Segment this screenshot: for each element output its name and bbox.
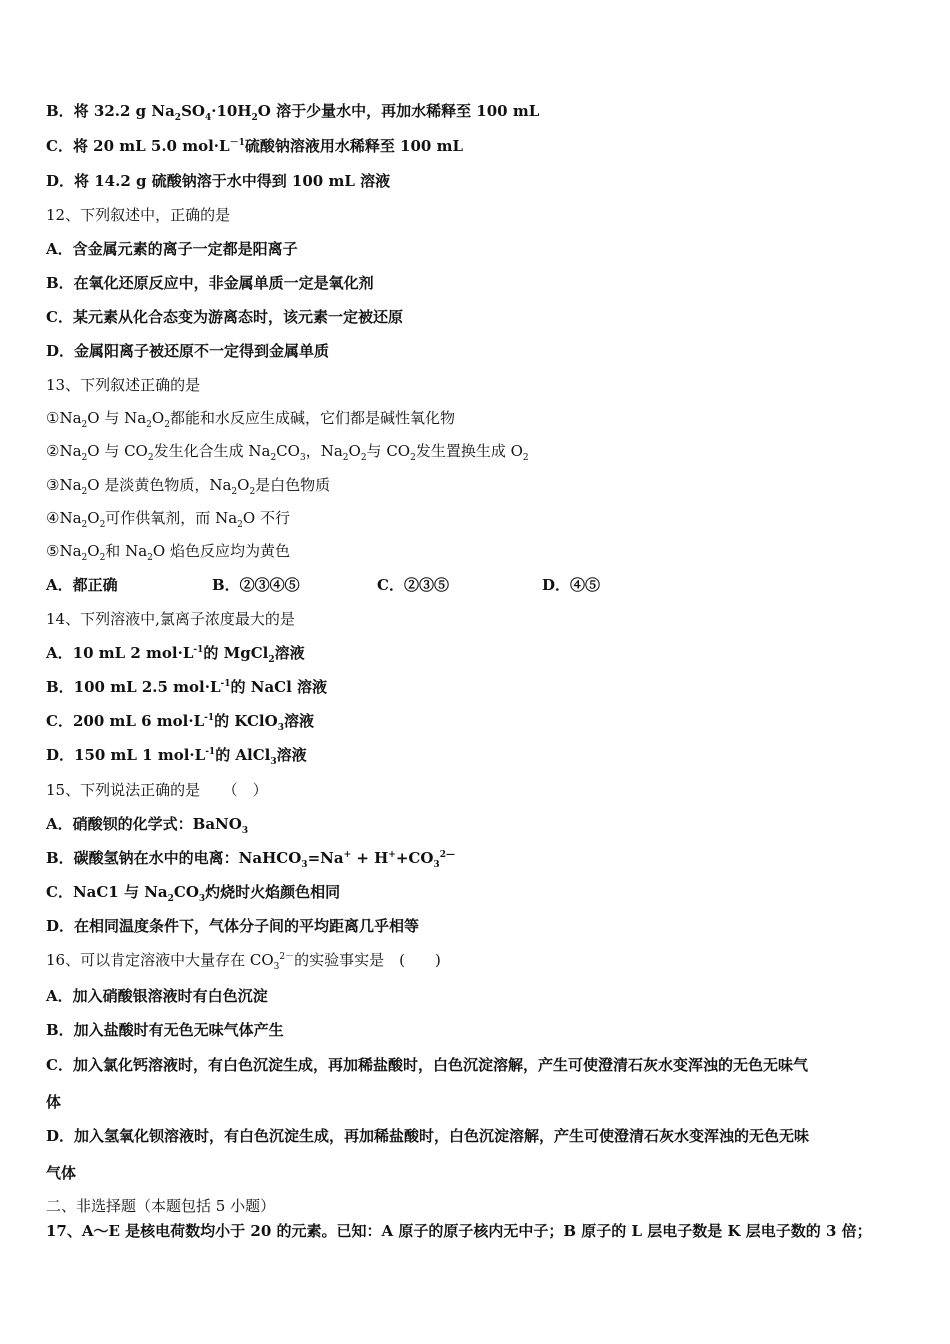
q11-option-b: B．将 32.2 g $Na_2SO_4\cdot 10H_2O$ 溶于少量水中，再加水稀释至 100 mL <box>46 102 540 123</box>
q12-option-b: B．在氧化还原反应中，非金属单质一定是氧化剂 <box>46 274 374 292</box>
q14-option-a: A．10 mL 2 $mol\cdot L^{-1}$的 MgCl$_2$溶液 <box>46 644 305 665</box>
q12-option-d: D．金属阳离子被还原不一定得到金属单质 <box>46 342 330 360</box>
q13-statement-2: $②Na_2O$ 与 $CO_2$发生化合生成 $Na_2CO_3$，$Na_2O_2$与 $CO_2$发生置换生成 $O_2$ <box>46 442 529 463</box>
q13-option-b: B．②③④⑤ <box>212 576 300 594</box>
q13-stem: 13、下列叙述正确的是 <box>46 376 201 394</box>
q15-stem: 15、下列说法正确的是 （ ） <box>46 781 268 799</box>
q11-option-d: D．将 14.2 g 硫酸钠溶于水中得到 100 mL 溶液 <box>46 172 391 190</box>
q15-option-a: A．硝酸钡的化学式：BaNO$_3$ <box>46 815 249 836</box>
q13-option-a: A．都正确 <box>46 576 118 594</box>
q16-stem: 16、可以肯定溶液中大量存在 $CO_3^{2-}$的实验事实是 ( ) <box>46 951 441 972</box>
q16-option-a: A．加入硝酸银溶液时有白色沉淀 <box>46 987 268 1005</box>
q13-option-c: C．②③⑤ <box>377 576 449 594</box>
q16-option-d-line1: D．加入氢氧化钡溶液时，有白色沉淀生成，再加稀盐酸时，白色沉淀溶解，产生可使澄清石灰水变浑浊的无色无味 <box>46 1127 810 1145</box>
q16-option-d-line2: 气体 <box>46 1164 77 1182</box>
q14-stem: 14、下列溶液中,氯离子浓度最大的是 <box>46 610 295 628</box>
q13-statement-5: $⑤Na_2O_2$和 $Na_2O$ 焰色反应均为黄色 <box>46 542 290 563</box>
q16-option-b: B．加入盐酸时有无色无味气体产生 <box>46 1021 284 1039</box>
q14-option-c: C．200 mL 6 $mol\cdot L^{-1}$的 KClO$_3$溶液 <box>46 712 314 733</box>
q15-option-b: B．碳酸氢钠在水中的电离：NaHCO$_3$=Na+ + $H^++CO_3^{2—}$ <box>46 849 455 870</box>
q15-option-c: C．NaC1 与 $Na_2CO_3$灼烧时火焰颜色相同 <box>46 883 341 904</box>
q13-option-d: D．④⑤ <box>542 576 601 594</box>
q11-option-c: C．将 20 mL 5.0 $mol\cdot L^{-1}$硫酸钠溶液用水稀释至 100 mL <box>46 137 464 155</box>
q13-statement-4: $④Na_2O_2$可作供氧剂，而 $Na_2O$ 不行 <box>46 509 290 530</box>
q17-text: 17、A～E 是核电荷数均小于 20 的元素。已知：A 原子的原子核内无中子；B 原子的 L 层电子数是 K 层电子数的 3 倍； <box>46 1222 872 1240</box>
q14-option-b: B．100 mL 2.5 $mol\cdot L^{-1}$的 NaCl 溶液 <box>46 678 328 696</box>
q15-option-d: D．在相同温度条件下，气体分子间的平均距离几乎相等 <box>46 917 420 935</box>
q16-option-c-line2: 体 <box>46 1093 62 1111</box>
q12-stem: 12、下列叙述中，正确的是 <box>46 206 231 224</box>
q14-option-d: D．150 mL 1 $mol\cdot L^{-1}$的 AlCl$_3$溶液 <box>46 746 307 767</box>
q16-option-c-line1: C．加入氯化钙溶液时，有白色沉淀生成，再加稀盐酸时，白色沉淀溶解，产生可使澄清石灰水变浑浊的无色无味气 <box>46 1056 808 1074</box>
q13-statement-3: $③Na_2O$ 是淡黄色物质，$Na_2O_2$是白色物质 <box>46 476 331 497</box>
q12-option-a: A．含金属元素的离子一定都是阳离子 <box>46 240 298 258</box>
q12-option-c: C．某元素从化合态变为游离态时，该元素一定被还原 <box>46 308 403 326</box>
section-2-title: 二、非选择题（本题包括 5 小题） <box>46 1197 276 1215</box>
q13-statement-1: $①Na_2O$ 与 $Na_2O_2$都能和水反应生成碱，它们都是碱性氧化物 <box>46 409 455 430</box>
